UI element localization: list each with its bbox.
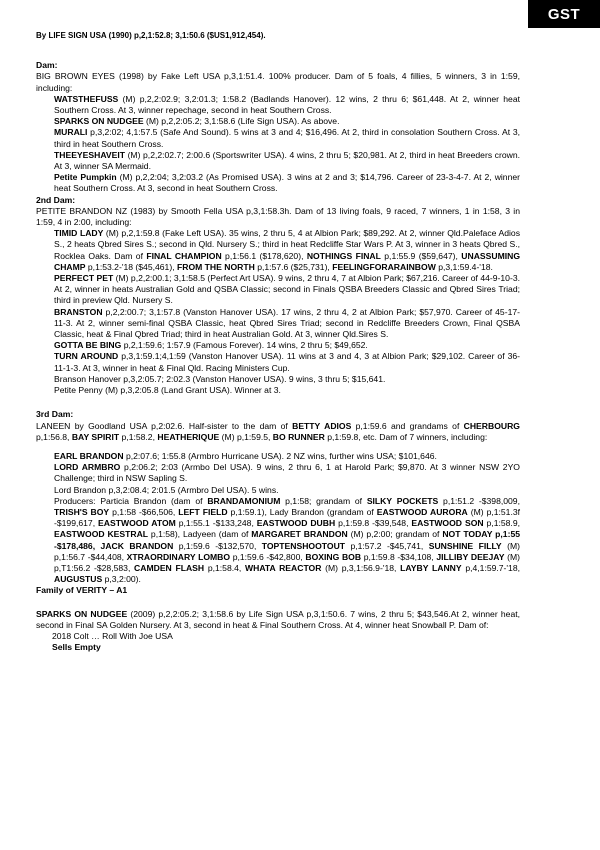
horse-name: EASTWOOD AURORA xyxy=(376,506,468,517)
dam-heading: Dam: xyxy=(36,60,58,71)
sale-code-tag: GST xyxy=(528,0,600,28)
horse-name: LEFT FIELD xyxy=(178,506,228,517)
race-record: (M) p,2,2:04; 3,2:03.2 (As Promised USA). 3 wins at 2 and 3; $14,796. Career of 23-3-4-7. At 2, winner heat Southern Cross. At 3, second in heat Southern Cross. xyxy=(54,172,521,194)
producers-text: p,1:58), Ladyeen (dam of xyxy=(148,529,252,540)
horse-name: EASTWOOD SON xyxy=(411,518,484,529)
intro-text: p,1:58.2, xyxy=(119,431,158,442)
producers-text: p,4,1:59.7-'18, xyxy=(461,562,521,573)
third-dam-progeny-2 xyxy=(36,462,520,484)
subject-section xyxy=(36,609,520,654)
third-dam-heading: 3rd Dam: xyxy=(36,409,74,420)
race-record: p,2:07.6; 1:55.8 (Armbro Hurricane USA). 2 NZ wins, further wins USA; $101,646. xyxy=(123,450,437,461)
horse-name: SPARKS ON NUDGEE xyxy=(36,608,128,619)
family-line: Family of VERITY – A1 xyxy=(36,585,128,596)
race-record: p,1:57.6 ($25,731), xyxy=(254,261,333,272)
horse-name: SUNSHINE FILLY xyxy=(428,540,502,551)
intro-text: (M) p,1:59.5, xyxy=(219,431,273,442)
third-dam-producers xyxy=(36,496,520,586)
pedigree-document xyxy=(36,30,520,653)
race-record: (M) p,2,2:02.7; 2:00.6 (Sportswriter USA). 4 wins, 2 thru 5; $20,981. At 2, third in heat Breeders crown. At 3, winner SA Mermaid. xyxy=(54,149,520,172)
producers-text: (M) p,1:51.3f -$199,617, xyxy=(54,506,521,529)
race-record: p,2,2:00.7; 3,1:57.8 (Vanston Hanover USA). 17 wins, 2 thru 4, 2 at Albion Park; $57,970. Career of 45-17-11-3. At 2, winner semi-final QSBA Classic, heat Qbred Sires Triad; second in Redcliffe Breeders Crown, Final QSBA Classic, heat & Final Qbred Triad; third in heat Australian Gold. At 3, winner Qld.Sires S. xyxy=(54,306,520,340)
horse-name: BETTY ADIOS xyxy=(292,420,352,431)
horse-name: AUGUSTUS xyxy=(54,574,103,585)
horse-name: GOTTA BE BING xyxy=(54,340,122,351)
race-record: p,3,1:59.1;4,1:59 (Vanston Hanover USA). 11 wins at 3 and 4, 3 at Albion Park; $29,102. Career of 36-11-1-3. At 3, winner in heat & Final Qld. Racing Ministers Cup. xyxy=(54,351,521,373)
horse-name: SILKY POCKETS xyxy=(366,495,439,506)
horse-name: PERFECT PET xyxy=(54,273,114,284)
second-dam-progeny-6: Branson Hanover p,3,2:05.7; 2:02.3 (Vanston Hanover USA). 9 wins, 3 thru 5; $15,641. xyxy=(54,373,386,384)
third-dam-intro xyxy=(36,421,520,443)
producers-text: p,1:55.1 -$133,248, xyxy=(175,518,257,529)
second-dam-progeny-3 xyxy=(36,307,520,341)
intro-text: LANEEN by Goodland USA p,2:02.6. Half-sister to the dam of xyxy=(36,420,293,431)
producers-text: p,1:59.8 -$39,548, xyxy=(335,518,412,529)
race-record: (M) p,2,2:02.9; 3,2:01.3; 1:58.2 (Badlands Hanover). 12 wins, 2 thru 6; $61,448. At 2, winner heat Southern Cross. At 3, winner repechage, second in heat Southern Cross. xyxy=(54,93,520,116)
horse-name: BRANDAMONIUM xyxy=(207,495,281,506)
race-record: p,2:06.2; 2:03 (Armbo Del USA). 9 wins, 2 thru 6, 1 at Harold Park; $9,870. At 3 winner NSW 2YO Challenge; third in NSW Sapling S. xyxy=(54,462,520,484)
horse-name: BAY SPIRIT xyxy=(71,431,120,442)
dam-section xyxy=(36,60,520,194)
horse-name: EASTWOOD KESTRAL xyxy=(54,529,149,540)
horse-name: EARL BRANDON xyxy=(54,450,124,461)
horse-name: TOPTENSHOOTOUT xyxy=(261,540,346,551)
horse-name: UNASSUMING CHAMP xyxy=(54,250,521,272)
producers-text: p,1:51.2 -$398,009, xyxy=(438,495,520,506)
second-dam-intro-text: PETITE BRANDON NZ (1983) by Smooth Fella USA p,3,1:58.3h. Dam of 13 living foals, 9 raced, 7 winners, 1 in 1:58, 3 in 1:59, 4 in 2:00, including: xyxy=(36,205,520,228)
dam-intro xyxy=(36,71,520,93)
producers-text: p,1:58 -$66,506, xyxy=(109,506,179,517)
second-dam-progeny-2 xyxy=(36,273,520,307)
producers-text: p,1:59.6 -$42,800, xyxy=(230,551,306,562)
horse-name: BO RUNNER xyxy=(272,431,325,442)
subject-record xyxy=(36,609,520,631)
horse-name: Petite Pumpkin xyxy=(54,172,117,183)
subject-foal: 2018 Colt … Roll With Joe USA xyxy=(52,630,173,641)
horse-name: NOTHINGS FINAL xyxy=(306,250,381,261)
third-dam-progeny-1 xyxy=(36,451,520,462)
horse-name: JILLIBY DEEJAY xyxy=(436,551,505,562)
horse-name: TIMID LADY xyxy=(54,228,104,239)
subject-status: Sells Empty xyxy=(52,642,101,653)
producers-text: p,1:58; grandam of xyxy=(280,495,367,506)
producers-text: p,1:59.1), Lady Brandon (grandam of xyxy=(227,506,377,517)
race-record: p,2,1:59.6; 1:57.9 (Famous Forever). 14 wins, 2 thru 5; $49,652. xyxy=(121,340,368,351)
race-record: p,1:53.2-'18 ($45,461), xyxy=(85,261,177,272)
race-record: p,1:55.9 ($59,647), xyxy=(380,250,462,261)
dam-progeny-4 xyxy=(36,150,520,172)
race-record: (M) p,2,2:00.1; 3,1:58.5 (Perfect Art USA). 9 wins, 2 thru 4, 7 at Albion Park; $67,216. Career of 44-9-10-3. At 2, winner in heats Australian Gold and QSBA Classic; second in Finals QSBA Breeders Classic and Qbred Sires Triad; third in preview Qld. Nursery S. xyxy=(54,273,520,306)
dam-progeny-1 xyxy=(36,94,520,116)
third-dam-section xyxy=(36,409,520,585)
second-dam-heading: 2nd Dam: xyxy=(36,194,76,205)
horse-name: MURALI xyxy=(54,127,88,138)
horse-name: TURN AROUND xyxy=(54,351,119,362)
dam-intro-text: BIG BROWN EYES (1998) by Fake Left USA p,3,1:51.4. 100% producer. Dam of 5 foals, 4 fillies, 5 winners, 3 in 1:59, including: xyxy=(36,71,520,93)
producers-text: Producers: Particia Brandon (dam of xyxy=(54,495,208,506)
producers-text: (M) p,2:00; grandam of xyxy=(347,529,443,540)
horse-name: HEATHERIQUE xyxy=(157,431,220,442)
race-record: (M) p,2,2:05.2; 3,1:58.6 (Life Sign USA). As above. xyxy=(143,116,340,127)
race-record: (M) p,2,1:59.8 (Fake Left USA). 35 wins, 2 thru 5, 4 at Albion Park; $89,292. At 2, winner Qld.Paleface Adios S., 2 heats Qbred Sires S.; second in Qld. Nursery S.; third in heat Redcliffe Star Wars P. At 3, winner in 3 heats Qbred S., Rocklea Oaks. Dam of xyxy=(54,228,520,261)
horse-name: MARGARET BRANDON xyxy=(251,529,348,540)
horse-name: WATSTHEFUSS xyxy=(54,93,119,104)
producers-text: (M) p,3,1:56.9-'18, xyxy=(321,562,401,573)
dam-progeny-5 xyxy=(36,172,520,194)
intro-text: p,1:59.6 and grandams of xyxy=(351,420,464,431)
producers-text: p,1:58.4, xyxy=(204,562,245,573)
horse-name: BOXING BOB xyxy=(305,551,362,562)
producers-text: p,1:59.6 -$132,570, xyxy=(173,540,262,551)
producers-text: (M) p,T1:56.2 -$28,583, xyxy=(54,551,520,573)
race-record: p,3,2:02; 4,1:57.5 (Safe And Sound). 5 wins at 3 and 4; $16,496. At 2, third in consolation Southern Cross. At 3, third in heat Southern Cross. xyxy=(54,127,520,149)
horse-name: THEEYESHAVEIT xyxy=(54,149,125,160)
horse-name: FINAL CHAMPION xyxy=(146,250,222,261)
producers-text: p,3,2:00). xyxy=(102,574,141,585)
horse-name: SPARKS ON NUDGEE xyxy=(54,116,144,127)
producers-text: p,1:57.2 -$45,741, xyxy=(345,540,429,551)
horse-name: EASTWOOD ATOM xyxy=(98,518,176,529)
horse-name: BRANSTON xyxy=(54,306,103,317)
race-record: (2009) p,2,2:05.2; 3,1:58.6 by Life Sign USA p,3,1:50.6. 7 wins, 2 thru 5; $43,546.At 2, winner heat, second in Final SA Golden Nursery. At 3, second in heat & Final Southern Cross. At 4, winner heat Snowball P. Dam of: xyxy=(36,608,520,630)
second-dam-section xyxy=(36,195,520,397)
second-dam-progeny-7: Petite Penny (M) p,3,2:05.8 (Land Grant USA). Winner at 3. xyxy=(54,385,281,396)
horse-name: FROM THE NORTH xyxy=(176,261,255,272)
sire-line: By LIFE SIGN USA (1990) p,2,1:52.8; 3,1:50.6 ($US1,912,454). xyxy=(36,31,266,40)
intro-text: p,1:56.8, xyxy=(36,431,72,442)
horse-name: LORD ARMBRO xyxy=(54,462,121,473)
intro-text: p,1:59.8, etc. Dam of 7 winners, including: xyxy=(324,431,488,442)
horse-name: FEELINGFORARAINBOW xyxy=(332,261,436,272)
dam-progeny-3 xyxy=(36,127,520,149)
producers-text: (M) p,1:56.7 -$44,408, xyxy=(54,540,520,562)
second-dam-progeny-1 xyxy=(36,228,520,273)
third-dam-progeny-3: Lord Brandon p,3,2:08.4; 2:01.5 (Armbro Del USA). 5 wins. xyxy=(54,484,279,495)
horse-name: WHATA REACTOR xyxy=(245,562,322,573)
horse-name: LAYBY LANNY xyxy=(400,562,462,573)
second-dam-progeny-5 xyxy=(36,351,520,373)
producers-text: p,1:59.8 -$34,108, xyxy=(361,551,437,562)
dam-progeny-2 xyxy=(36,116,520,127)
horse-name: NOT TODAY p,1:55 -$178,486, JACK BRANDON xyxy=(54,529,521,551)
horse-name: EASTWOOD DUBH xyxy=(256,518,336,529)
horse-name: CAMDEN FLASH xyxy=(134,562,205,573)
horse-name: CHERBOURG xyxy=(463,420,520,431)
second-dam-progeny-4 xyxy=(36,340,520,351)
race-record: p,3,1:59.4-'18. xyxy=(435,261,493,272)
producers-text: p,1:58.9, xyxy=(483,518,520,529)
race-record: p,1:56.1 ($178,620), xyxy=(221,250,307,261)
second-dam-intro xyxy=(36,206,520,228)
horse-name: XTRAORDINARY LOMBO xyxy=(126,551,231,562)
horse-name: TRISH'S BOY xyxy=(54,506,110,517)
